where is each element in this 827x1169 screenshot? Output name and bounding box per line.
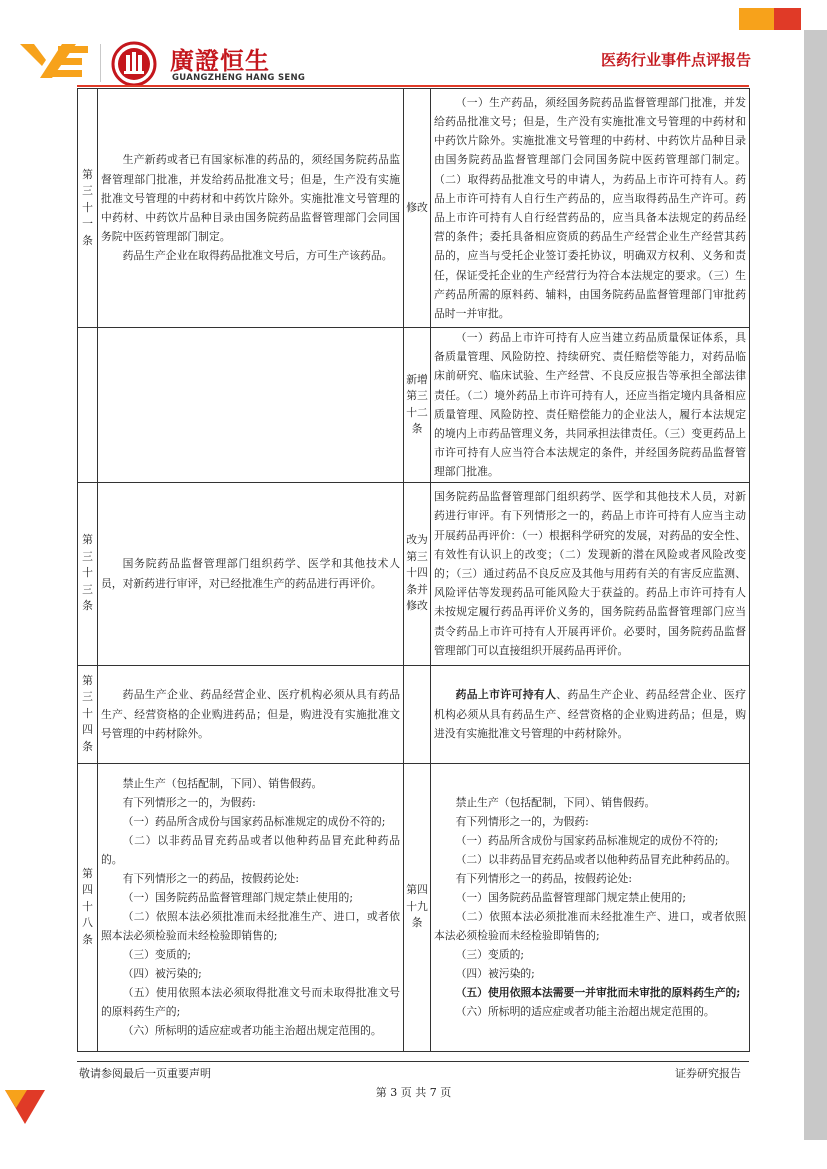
new-article-text: （一）药品上市许可持有人应当建立药品质量保证体系，具备质量管理、风险防控、持续研究、责任赔偿等能力，对药品临床前研究、临床试验、生产经营、不良反应报告等承担全部法律责任。（二）境外药品上市许可持有人，还应当指定境内具备相应质量管理、风险防控、责任赔偿能力的企业法人，履行本法规定的境内上市药品管理义务，共同承担法律责任。（三）变更药品上市许可持有人应当符合本法规定的条件，并经国务院药品监督管理部门批准。	[431, 328, 750, 483]
ye-logo-icon	[18, 40, 90, 82]
bold-amended-item: （五）使用依照本法需要一并审批而未审批的原料药生产的;	[455, 986, 741, 1000]
old-article-label: 第三十三条	[78, 482, 98, 665]
table-row	[78, 328, 750, 483]
header-divider	[100, 44, 101, 82]
law-comparison-table	[77, 88, 750, 1052]
change-label: 新增第三十二条	[404, 328, 431, 483]
report-title: 医药行业事件点评报告	[600, 51, 751, 69]
old-article-label: 第四十八条	[78, 763, 98, 1051]
change-label: 修改	[404, 89, 431, 328]
right-side-bar	[804, 30, 827, 1140]
table-row	[78, 665, 750, 763]
footer-disclaimer: 敬请参阅最后一页重要声明	[79, 1067, 211, 1080]
guangzheng-seal-icon	[111, 41, 157, 87]
change-label	[404, 665, 431, 763]
old-article-text: 国务院药品监督管理部门组织药学、医学和其他技术人员，对新药进行审评，对已经批准生产的药品进行再评价。	[98, 482, 404, 665]
new-article-text: （一）生产药品，须经国务院药品监督管理部门批准，并发给药品批准文号；但是，生产没有实施批准文号管理的中药材和中药饮片除外。实施批准文号管理的中药材、中药饮片品种目录由国务院药品监督管理部门会同国务院中医药管理部门制定。（二）取得药品批准文号的申请人，为药品上市许可持有人。药品上市许可持有人自行生产药品的，应当取得药品生产许可。药品上市许可持有人自行经营药品的，应当具备本法规定的药品经营的条件；委托具备相应资质的药品生产经营企业生产经营其药品的，应当与受托企业签订委托协议，明确双方权利、义务和责任，保证受托企业的生产经营行为符合本法规定的要求。（三）生产药品所需的原料药、辅料，由国务院药品监督管理部门审批药品时一并审批。	[431, 89, 750, 328]
old-article-text: 禁止生产（包括配制，下同）、销售假药。 有下列情形之一的，为假药: （一）药品所含成份与国家药品标准规定的成份不符的; （二）以非药品冒充药品或者以他种药品冒充此种药品的。 有下列情形之一的药品，按假药论处: （一）国务院药品监督管理部门规定禁止使用的; （二）依照本法必须批准而未经批准生产、进口，或者依照本法必须检验而未经检验即销售的; （三）变质的; （四）被污染的; （五）使用依照本法必须取得批准文号而未取得批准文号的原料药生产的; （六）所标明的适应症或者功能主治超出规定范围的。	[98, 763, 404, 1051]
corner-triangle-icon	[5, 1090, 45, 1130]
old-article-text	[98, 328, 404, 483]
old-article-label: 第三十四条	[78, 665, 98, 763]
new-article-text: 禁止生产（包括配制，下同）、销售假药。 有下列情形之一的，为假药: （一）药品所含成份与国家药品标准规定的成份不符的; （二）以非药品冒充药品或者以他种药品冒充此种药品的。 有下列情形之一的药品，按假药论处: （一）国务院药品监督管理部门规定禁止使用的; （二）依照本法必须批准而未经批准生产、进口，或者依照本法必须检验而未经检验即销售的; （三）变质的; （四）被污染的; （五）使用依照本法需要一并审批而未审批的原料药生产的; （六）所标明的适应症或者功能主治超出规定范围的。	[431, 763, 750, 1051]
page-number: 第 3 页 共 7 页	[375, 1086, 452, 1099]
new-article-text: 药品上市许可持有人、药品生产企业、药品经营企业、医疗机构必须从具有药品生产、经营资格的企业购进药品；但是，购进没有实施批准文号管理的中药材除外。	[431, 665, 750, 763]
old-article-text: 药品生产企业、药品经营企业、医疗机构必须从具有药品生产、经营资格的企业购进药品；但是，购进没有实施批准文号管理的中药材除外。	[98, 665, 404, 763]
table-row	[78, 763, 750, 1051]
new-article-text: 国务院药品监督管理部门组织药学、医学和其他技术人员，对新药进行审评。有下列情形之一的，药品上市许可持有人应当主动开展药品再评价：（一）根据科学研究的发展，对药品的安全性、有效性有认识上的改变；（二）发现新的潜在风险或者风险改变的；（三）通过药品不良反应及其他与用药有关的有害反应监测、风险评估等发现药品可能风险大于获益的。药品上市许可持有人未按规定履行药品再评价义务的，国务院药品监督管理部门应当责令药品上市许可持有人开展再评价。必要时，国务院药品监督管理部门可以直接组织开展药品再评价。	[431, 482, 750, 665]
bold-lead-text: 药品上市许可持有人	[455, 688, 557, 702]
corner-decoration-red	[774, 8, 801, 30]
table-row	[78, 482, 750, 665]
header-rule	[77, 85, 749, 87]
company-name-en: GUANGZHENG HANG SENG	[172, 73, 306, 83]
footer-report-type: 证券研究报告	[675, 1067, 741, 1080]
old-article-label: 第三十一条	[78, 89, 98, 328]
change-label: 改为第三十四条并修改	[404, 482, 431, 665]
footer-rule	[77, 1061, 749, 1062]
company-name-cn: 廣證恒生	[170, 47, 270, 75]
change-label: 第四十九条	[404, 763, 431, 1051]
old-article-label	[78, 328, 98, 483]
page-header	[0, 0, 827, 85]
old-article-text: 生产新药或者已有国家标准的药品的，须经国务院药品监督管理部门批准，并发给药品批准文号；但是，生产没有实施批准文号管理的中药材和中药饮片除外。实施批准文号管理的中药材、中药饮片品种目录由国务院药品监督管理部门会同国务院中医药管理部门制定。 药品生产企业在取得药品批准文号后，方可生产该药品。	[98, 89, 404, 328]
table-row	[78, 89, 750, 328]
